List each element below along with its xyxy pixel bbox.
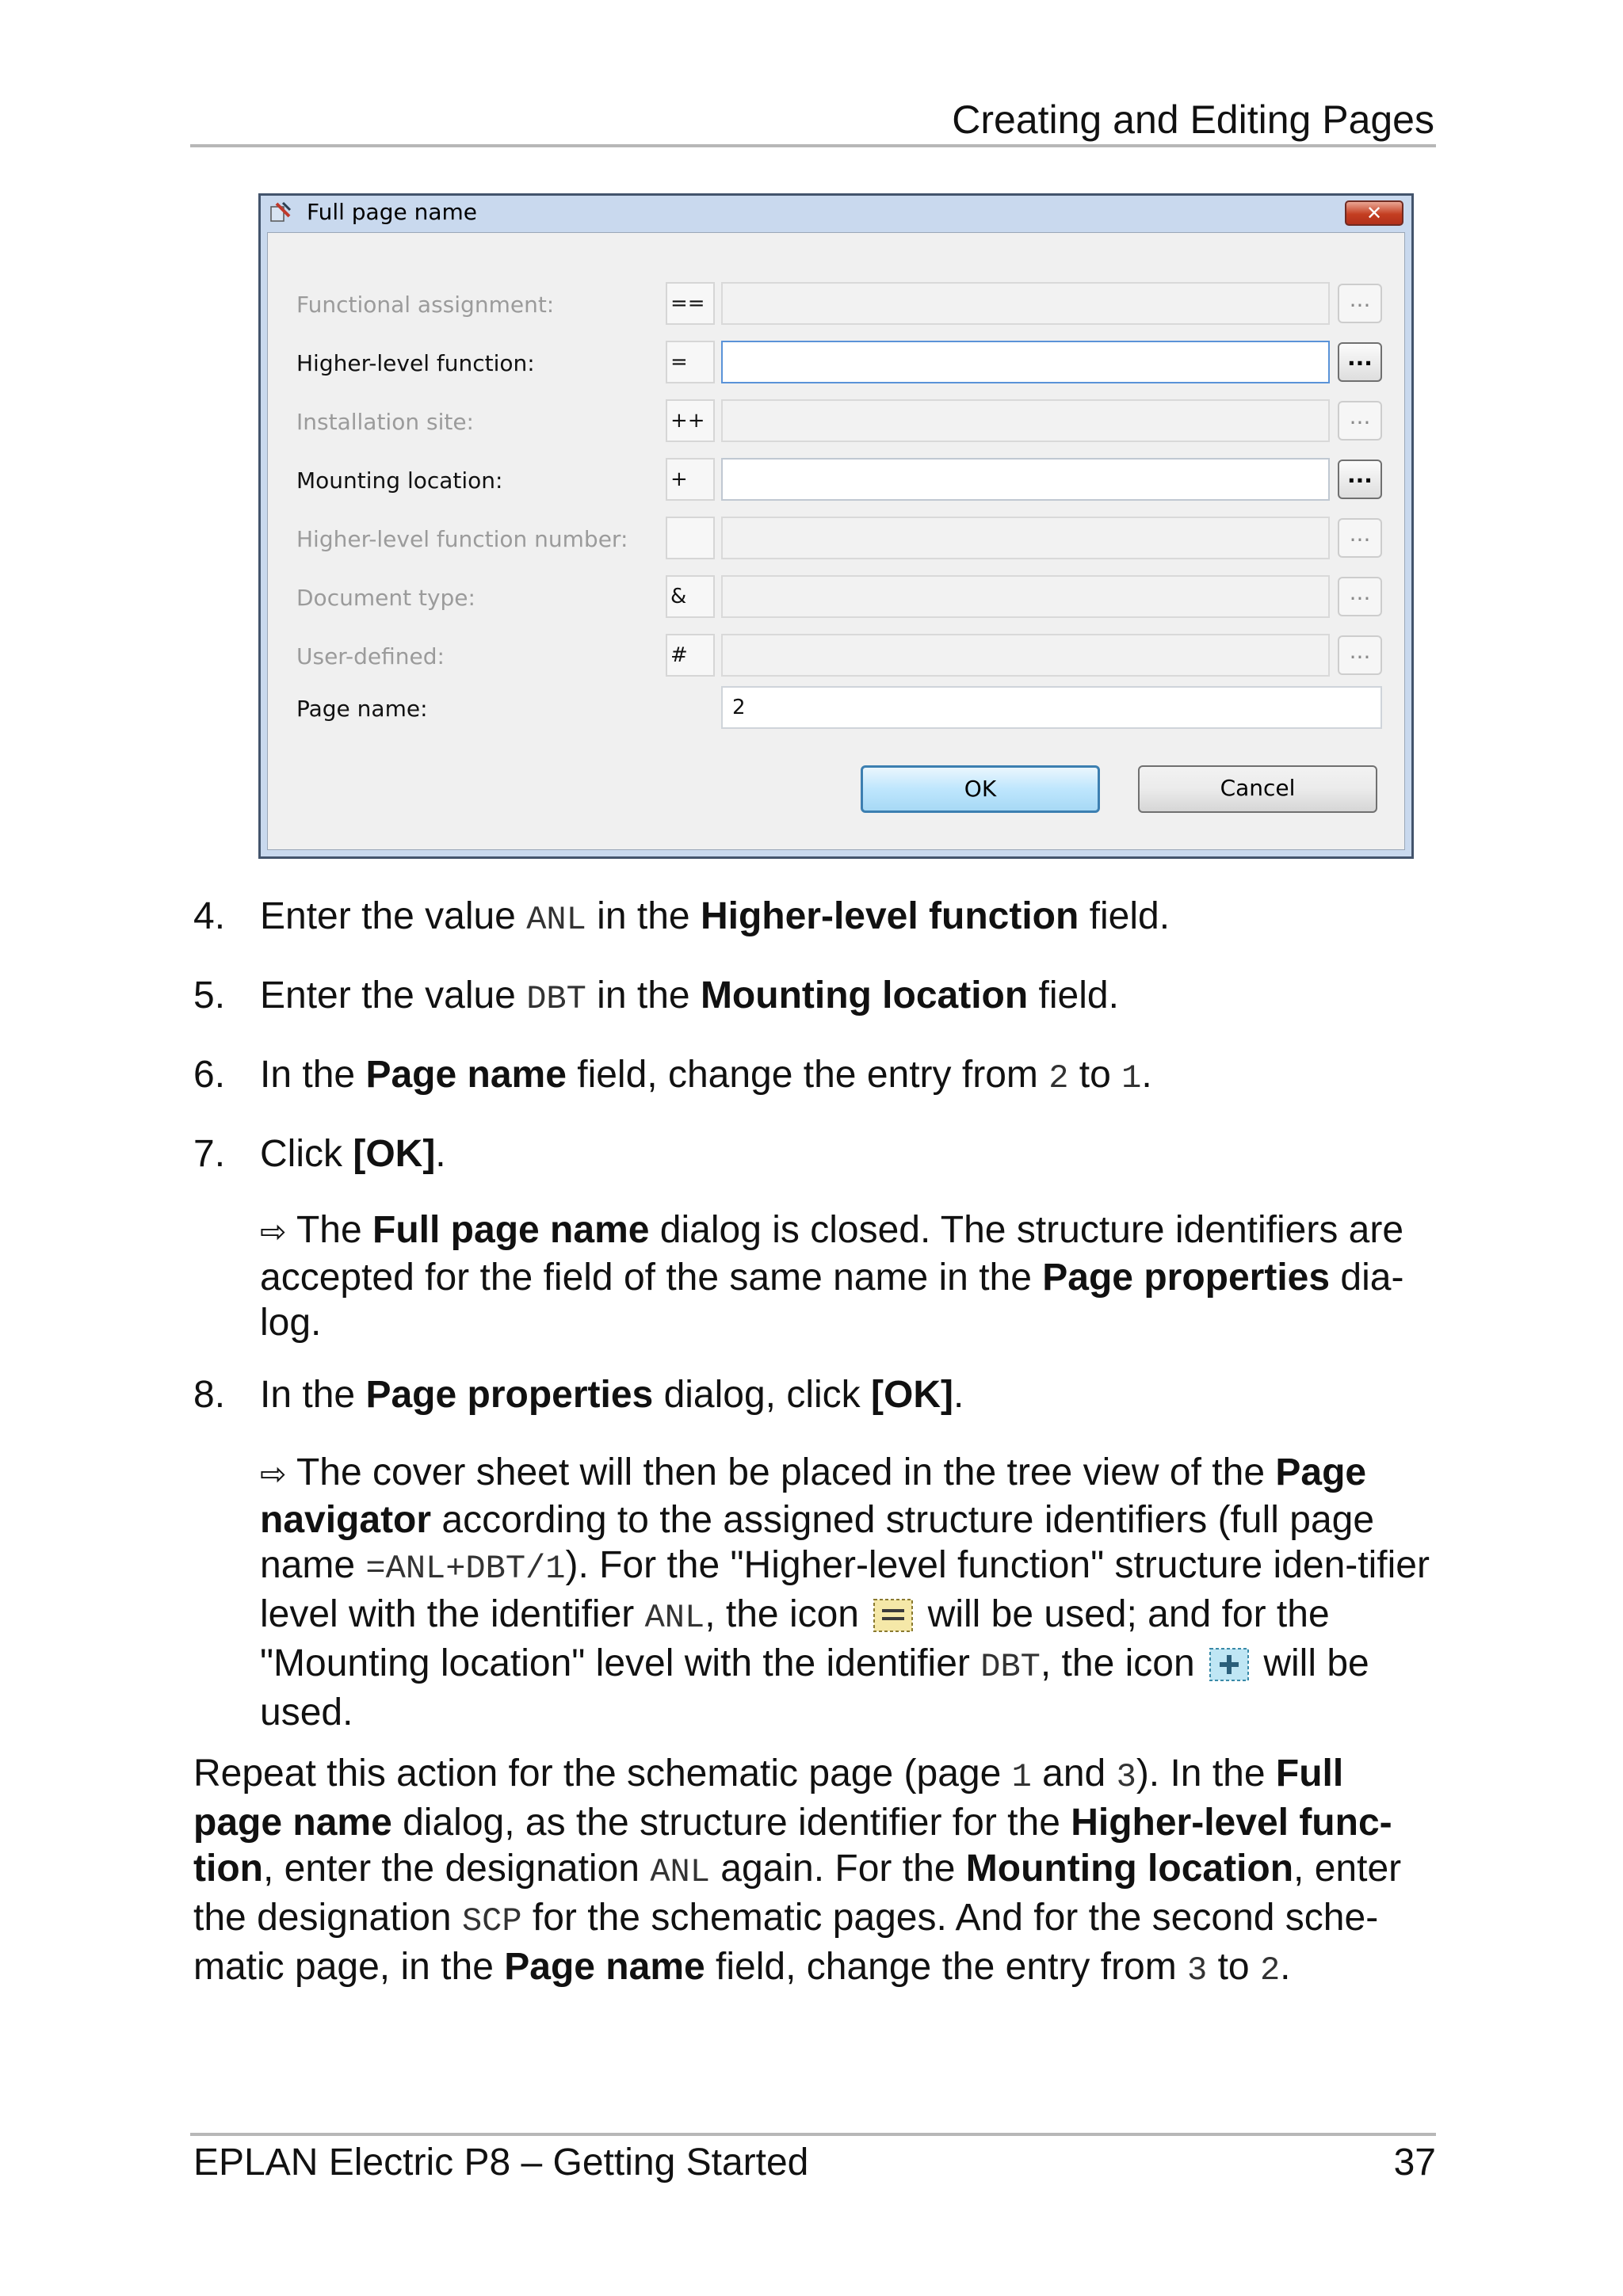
installation-site-field[interactable] (721, 399, 1330, 442)
step-number: 4. (193, 895, 226, 937)
page-number: 37 (1393, 2142, 1436, 2183)
result-arrow-icon: ⇨ (260, 1456, 287, 1493)
eplan-app-icon (269, 200, 292, 224)
result-note-7: ⇨ The Full page name dialog is closed. The structure identifiers are accepted for the field of the same name in the Page properties dia-log. (260, 1209, 1404, 1344)
close-button[interactable] (1345, 200, 1403, 226)
full-page-name-dialog (258, 193, 1414, 859)
code-value: DBT (526, 980, 586, 1018)
dialog-title: Full page name (307, 199, 478, 225)
step-text: In the Page properties dialog, click [OK]. (260, 1374, 964, 1416)
user-defined-prefix: # (666, 634, 715, 677)
higher-level-function-prefix: = (666, 341, 715, 383)
higher-level-function-number-label: Higher-level function number: (296, 526, 628, 552)
header-divider (190, 144, 1436, 147)
result-arrow-icon: ⇨ (260, 1214, 287, 1250)
functional-assignment-field[interactable] (721, 282, 1330, 325)
higher-level-function-label: Higher-level function: (296, 350, 535, 376)
code-value: ANL (526, 901, 586, 939)
user-defined-label: User-defined: (296, 643, 445, 669)
mounting-location-prefix: + (666, 458, 715, 501)
mounting-location-label: Mounting location: (296, 467, 503, 494)
mounting-location-icon (1209, 1647, 1250, 1682)
step-text: Enter the value ANL in the Higher-level function field. (260, 895, 1170, 939)
document-type-browse-button[interactable]: ... (1338, 577, 1382, 616)
higher-level-function-icon (873, 1598, 914, 1633)
higher-level-function-number-prefix (666, 517, 715, 559)
step-number: 6. (193, 1054, 226, 1096)
step-text: Enter the value DBT in the Mounting location field. (260, 974, 1119, 1018)
document-type-label: Document type: (296, 585, 475, 611)
step-number: 8. (193, 1374, 226, 1416)
user-defined-field[interactable] (721, 634, 1330, 677)
higher-level-function-browse-button[interactable]: ... (1338, 342, 1382, 382)
installation-site-label: Installation site: (296, 409, 474, 435)
dialog-titlebar (261, 196, 1411, 227)
document-type-prefix: & (666, 575, 715, 618)
page-header-title: Creating and Editing Pages (952, 97, 1434, 142)
close-icon: ✕ (1365, 202, 1383, 224)
result-note-8: ⇨ The cover sheet will then be placed in the tree view of the Page navigator according to the assigned structure identifiers (full page name =ANL+DBT/1). For the "Higher-level function" structure iden-tifier level with the identifier ANL, the icon will be used; and for the "Mounting location" level with the identifier DBT, the icon will be used. (260, 1451, 1430, 1733)
installation-site-browse-button[interactable]: ... (1338, 401, 1382, 441)
ok-button[interactable]: OK (861, 765, 1100, 813)
higher-level-function-field[interactable] (721, 341, 1330, 383)
footer-divider (190, 2133, 1436, 2136)
step-number: 7. (193, 1133, 226, 1175)
functional-assignment-label: Functional assignment: (296, 292, 555, 318)
page-name-label: Page name: (296, 696, 428, 722)
page-name-field[interactable]: 2 (721, 686, 1382, 729)
functional-assignment-browse-button[interactable]: ... (1338, 284, 1382, 323)
dialog-client-area (267, 232, 1405, 850)
mounting-location-field[interactable] (721, 458, 1330, 501)
step-number: 5. (193, 974, 226, 1016)
mounting-location-browse-button[interactable]: ... (1338, 460, 1382, 499)
higher-level-function-number-browse-button[interactable]: ... (1338, 518, 1382, 558)
higher-level-function-number-field[interactable] (721, 517, 1330, 559)
footer-book-title: EPLAN Electric P8 – Getting Started (193, 2142, 809, 2183)
user-defined-browse-button[interactable]: ... (1338, 635, 1382, 675)
document-type-field[interactable] (721, 575, 1330, 618)
cancel-button[interactable]: Cancel (1138, 765, 1377, 813)
repeat-instructions-paragraph: Repeat this action for the schematic page (page 1 and 3). In the Full page name dialog, as the structure identifier for the Higher-level func-tion, enter the designation ANL again. For the Mounting location, enter the designation SCP for the schematic pages. And for the second sche-matic page, in the Page name field, change the entry from 3 to 2. (193, 1753, 1402, 1989)
step-text: Click [OK]. (260, 1133, 446, 1175)
functional-assignment-prefix: == (666, 282, 715, 325)
installation-site-prefix: ++ (666, 399, 715, 442)
step-text: In the Page name field, change the entry from 2 to 1. (260, 1054, 1152, 1097)
